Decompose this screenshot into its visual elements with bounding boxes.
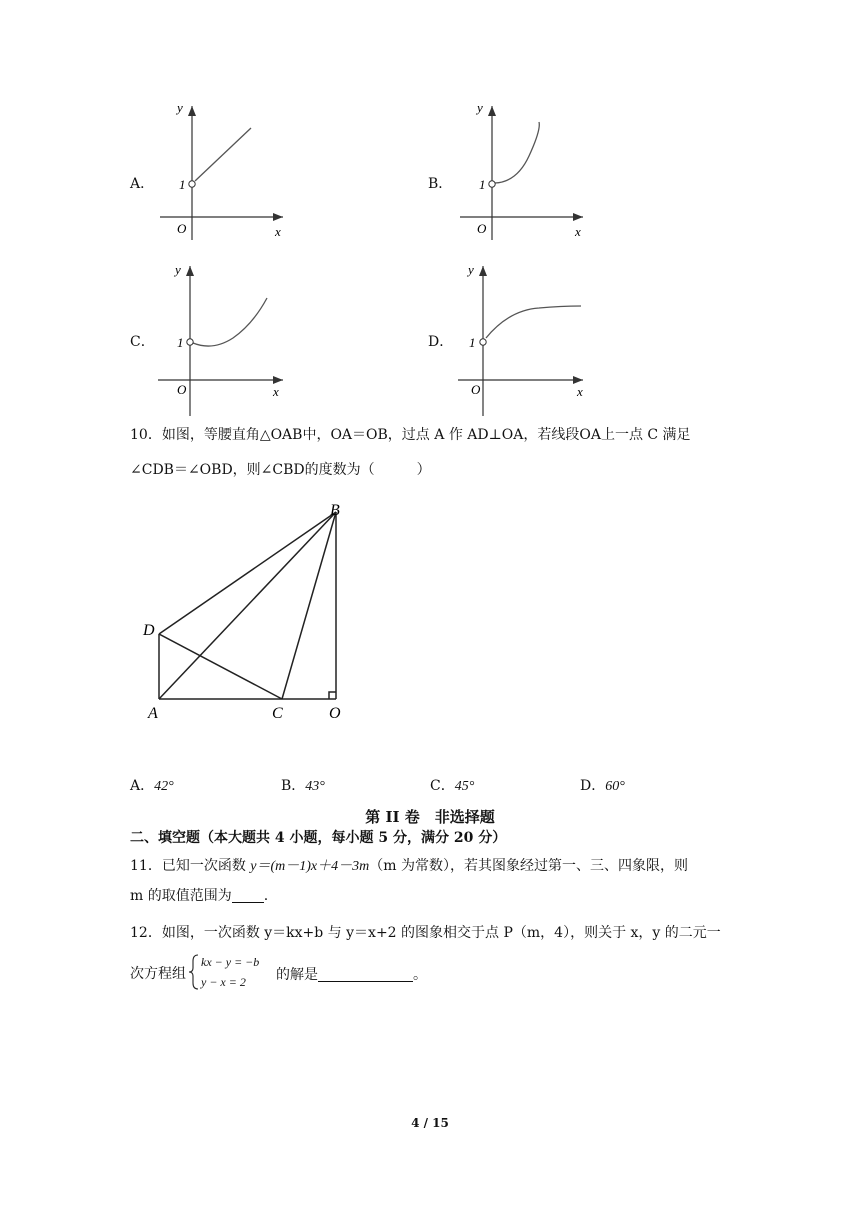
option-c-origin-label: O bbox=[177, 382, 187, 397]
option-a-graph bbox=[155, 100, 295, 240]
q12-answer-blank[interactable] bbox=[318, 967, 413, 982]
option-d-one-label: 1 bbox=[469, 335, 476, 350]
choice-d[interactable]: D．60° bbox=[580, 778, 625, 794]
option-c-x-axis-label: x bbox=[273, 384, 279, 399]
q11-formula: y＝(m－1)x＋4－3m bbox=[250, 859, 370, 874]
point-d-label: D bbox=[143, 622, 155, 639]
option-b-y-axis-label: y bbox=[477, 100, 483, 115]
option-d-graph bbox=[455, 258, 595, 418]
option-a-x-axis-label: x bbox=[275, 224, 281, 239]
choice-b[interactable]: B．43° bbox=[281, 778, 325, 794]
page-number: 4 / 15 bbox=[411, 1116, 449, 1130]
choice-c[interactable]: C．45° bbox=[430, 778, 475, 794]
choice-a[interactable]: A．42° bbox=[130, 778, 174, 794]
option-b-label: B． bbox=[428, 176, 453, 192]
option-d-x-axis-label: x bbox=[577, 384, 583, 399]
option-c-one-label: 1 bbox=[177, 335, 184, 350]
option-b-one-label: 1 bbox=[479, 177, 486, 192]
option-c-label: C． bbox=[130, 334, 155, 350]
option-a-y-axis-label: y bbox=[177, 100, 183, 115]
option-d-origin-label: O bbox=[471, 382, 481, 397]
brace-icon bbox=[188, 953, 200, 991]
option-b-origin-label: O bbox=[477, 221, 487, 236]
option-a-label: A． bbox=[130, 176, 155, 192]
q12-eq1: kx − y = −b bbox=[201, 955, 260, 969]
q12-eq2: y − x = 2 bbox=[201, 975, 246, 989]
option-b-graph bbox=[455, 100, 595, 240]
option-c-y-axis-label: y bbox=[175, 262, 181, 277]
option-d-y-axis-label: y bbox=[468, 262, 474, 277]
option-a-one-label: 1 bbox=[179, 177, 186, 192]
q10-line2: ∠CDB＝∠OBD，则∠CBD的度数为（ ） bbox=[130, 462, 431, 478]
q11-answer-blank[interactable] bbox=[232, 888, 264, 903]
option-a-origin-label: O bbox=[177, 221, 187, 236]
section-heading: 二、填空题（本大题共 4 小题，每小题 5 分，满分 20 分） bbox=[130, 830, 507, 846]
option-d-label: D． bbox=[428, 334, 454, 350]
q12-line1: 12．如图，一次函数 y＝kx+b 与 y＝x+2 的图象相交于点 P（m，4），则关于 x，y 的二元一 bbox=[130, 925, 721, 941]
point-c-label: C bbox=[272, 705, 283, 722]
q11-line1: 11．已知一次函数 y＝(m－1)x＋4－3m（m 为常数），若其图象经过第一、三、四象限，则 bbox=[130, 858, 688, 874]
point-a-label: A bbox=[148, 705, 158, 722]
point-b-label: B bbox=[330, 502, 340, 519]
q10-line1: 10．如图，等腰直角△OAB中，OA＝OB，过点 A 作 AD⊥OA，若线段OA上一点 C 满足 bbox=[130, 427, 691, 443]
option-b-x-axis-label: x bbox=[575, 224, 581, 239]
q10-triangle-figure bbox=[140, 498, 370, 723]
option-c-graph bbox=[155, 258, 295, 418]
section-title: 第 II 卷 非选择题 bbox=[365, 808, 495, 826]
q11-line2: m 的取值范围为 . bbox=[130, 888, 269, 904]
point-o-label: O bbox=[329, 705, 341, 722]
